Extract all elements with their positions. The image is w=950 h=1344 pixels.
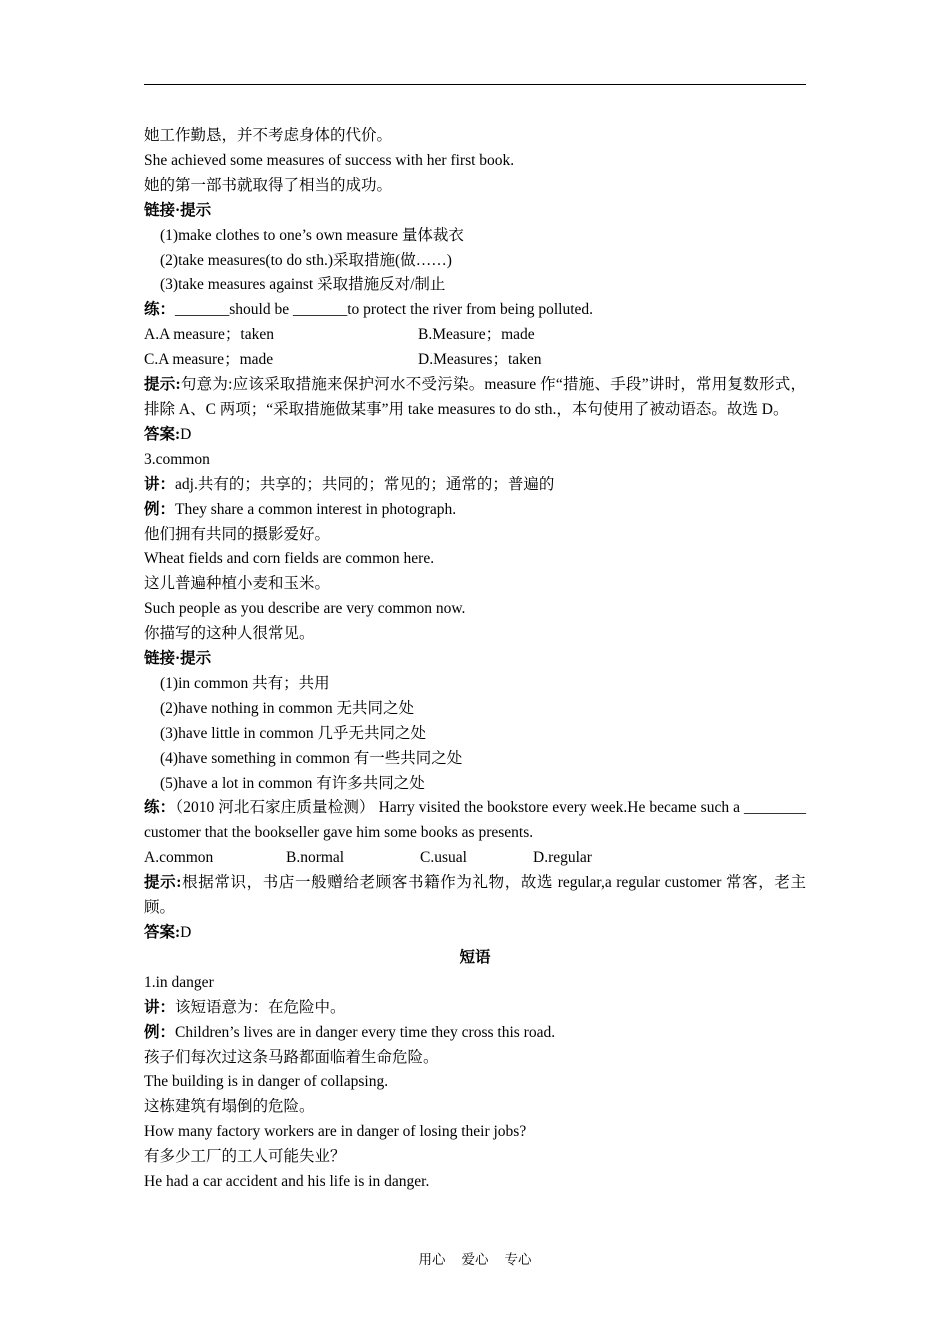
header-rule	[144, 84, 806, 85]
explanation-line	[144, 473, 806, 498]
explain-label: 讲：	[144, 475, 176, 493]
phrase-item: (5)have a lot in common 有许多共同之处	[160, 774, 425, 792]
answer-line	[144, 423, 806, 448]
document-body	[144, 124, 806, 1195]
example-sentence: She achieved some measures of success with her first book.	[144, 151, 515, 169]
translation-line: 你描写的这种人很常见。	[144, 625, 315, 643]
hint-paragraph	[144, 871, 806, 921]
answer-label: 答案:	[144, 924, 181, 941]
exercise-text: （2010 河北石家庄质量检测） Harry visited the bookstore every week.He became such a ________ customer that the bookseller gave him some books as presents.	[144, 799, 806, 842]
exercise-text: _______should be _______to protect the river from being polluted.	[175, 301, 594, 319]
phrase-heading: 1.in danger	[144, 973, 214, 991]
explanation-line	[144, 996, 806, 1021]
hint-text: 句意为:应该采取措施来保护河水不受污染。measure 作“措施、手段”讲时，常用复数形式，排除 A、C 两项；“采取措施做某事”用 take measures to do sth.，本句使用了被动语态。故选 D。	[144, 376, 806, 418]
section-label-link-tip: 链接·提示	[144, 201, 212, 219]
phrase-item: (4)have something in common 有一些共同之处	[160, 749, 463, 767]
options-row	[144, 348, 806, 373]
example-sentence: He had a car accident and his life is in danger.	[144, 1173, 430, 1191]
explain-text: 该短语意为：在危险中。	[175, 998, 346, 1016]
example-line	[144, 498, 806, 523]
option-c: C.usual	[420, 849, 467, 867]
example-sentence: Such people as you describe are very common now.	[144, 600, 466, 618]
phrase-item: (3)have little in common 几乎无共同之处	[160, 724, 427, 742]
footer-text-1: 用心	[418, 1252, 446, 1267]
example-text: They share a common interest in photograph.	[175, 500, 457, 518]
explain-label: 讲：	[144, 998, 176, 1016]
example-label: 例：	[144, 500, 176, 518]
hint-paragraph	[144, 373, 806, 423]
footer-text-3: 专心	[504, 1252, 532, 1267]
text-line: 她工作勤恳，并不考虑身体的代价。	[144, 127, 393, 144]
exercise-question	[144, 298, 806, 323]
page-footer	[0, 1248, 950, 1268]
example-label: 例：	[144, 1023, 176, 1041]
translation-line: 这栋建筑有塌倒的危险。	[144, 1098, 315, 1116]
translation-line: 这儿普遍种植小麦和玉米。	[144, 575, 331, 593]
explain-text: adj.共有的；共享的；共同的；常见的；通常的；普遍的	[175, 475, 555, 493]
translation-line: 她的第一部书就取得了相当的成功。	[144, 176, 393, 194]
option-a: A.common	[144, 849, 214, 867]
exercise-question	[144, 796, 806, 846]
answer-value: D	[180, 924, 192, 941]
hint-label: 提示:	[144, 874, 182, 892]
example-text: Children’s lives are in danger every time they cross this road.	[175, 1023, 556, 1041]
exercise-label: 练：	[144, 799, 176, 817]
option-d: D.Measures；taken	[418, 351, 542, 369]
hint-text: 根据常识，书店一般赠给老顾客书籍作为礼物，故选 regular,a regular customer 常客，老主顾。	[144, 874, 806, 917]
translation-line: 他们拥有共同的摄影爱好。	[144, 525, 331, 543]
phrase-item: (1)make clothes to one’s own measure 量体裁衣	[160, 226, 464, 244]
option-d: D.regular	[533, 849, 592, 867]
phrase-item: (1)in common 共有；共用	[160, 674, 330, 692]
section-heading: 短语	[459, 948, 491, 966]
section-label-link-tip: 链接·提示	[144, 650, 212, 668]
example-sentence: The building is in danger of collapsing.	[144, 1073, 389, 1091]
answer-label: 答案:	[144, 425, 181, 443]
phrase-item: (3)take measures against 采取措施反对/制止	[160, 276, 446, 294]
options-row	[144, 323, 806, 348]
options-row	[144, 846, 806, 871]
example-sentence: Wheat fields and corn fields are common here.	[144, 550, 435, 568]
hint-label: 提示:	[144, 376, 181, 394]
option-a: A.A measure；taken	[144, 326, 274, 344]
translation-line: 有多少工厂的工人可能失业？	[144, 1148, 346, 1166]
translation-line: 孩子们每次过这条马路都面临着生命危险。	[144, 1048, 439, 1066]
answer-value: D	[180, 425, 192, 443]
example-sentence: How many factory workers are in danger of losing their jobs?	[144, 1123, 527, 1141]
option-c: C.A measure；made	[144, 351, 274, 369]
option-b: B.Measure；made	[418, 326, 535, 344]
phrase-item: (2)take measures(to do sth.)采取措施(做……)	[160, 251, 452, 269]
example-line	[144, 1021, 806, 1046]
exercise-label: 练：	[144, 301, 176, 319]
phrase-item: (2)have nothing in common 无共同之处	[160, 699, 414, 717]
answer-line	[144, 921, 806, 946]
word-heading: 3.common	[144, 450, 210, 468]
footer-text-2: 爱心	[461, 1252, 489, 1267]
option-b: B.normal	[286, 849, 345, 867]
